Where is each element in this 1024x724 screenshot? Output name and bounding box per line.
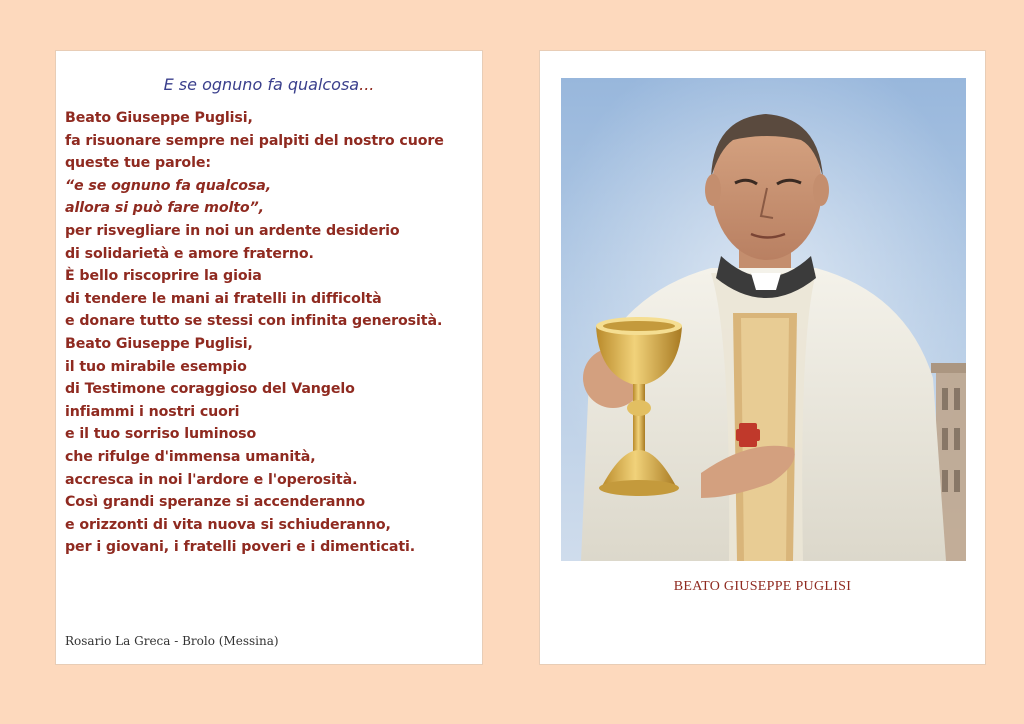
- poem-line: Così grandi speranze si accenderanno: [65, 494, 365, 511]
- poem-text: [65, 107, 476, 559]
- portrait-caption: BEATO GIUSEPPE PUGLISI: [673, 579, 852, 594]
- poem-line: che rifulge d'immensa umanità,: [65, 448, 316, 465]
- poem-line: per i giovani, i fratelli poveri e i dimenticati.: [65, 539, 416, 556]
- poem-line: di Testimone coraggioso del Vangelo: [65, 381, 355, 398]
- poem-line: per risvegliare in noi un ardente desiderio: [65, 222, 400, 239]
- poem-line: queste tue parole:: [65, 155, 211, 172]
- stole-cross: [736, 423, 760, 447]
- poem-line: e il tuo sorriso luminoso: [65, 426, 257, 443]
- poem-line: Beato Giuseppe Puglisi,: [65, 110, 253, 126]
- poem-line: fa risuonare sempre nei palpiti del nostro cuore: [65, 132, 444, 149]
- poem-line: di solidarietà e amore fraterno.: [65, 245, 314, 262]
- poem-line: È bello riscoprire la gioia: [65, 268, 262, 285]
- portrait-photo: [561, 78, 966, 561]
- poem-line: e orizzonti di vita nuova si schiuderanno,: [65, 516, 391, 533]
- prayer-card: [55, 50, 483, 665]
- poem-title: E se ognuno fa qualcosa...: [163, 75, 375, 94]
- author-credit: Rosario La Greca - Brolo (Messina): [65, 634, 279, 648]
- poem-line: accresca in noi l'ardore e l'operosità.: [65, 471, 358, 488]
- poem-line: allora si può fare molto”,: [65, 200, 264, 217]
- poem-line: di tendere le mani ai fratelli in difficoltà: [65, 290, 382, 307]
- poem-line: il tuo mirabile esempio: [65, 358, 247, 375]
- poem-line: “e se ognuno fa qualcosa,: [65, 177, 272, 194]
- poem-line: Beato Giuseppe Puglisi,: [65, 335, 253, 352]
- poem-line: infiammi i nostri cuori: [65, 403, 240, 420]
- portrait-card: [539, 50, 986, 665]
- poem-line: e donare tutto se stessi con infinita generosità.: [65, 313, 443, 330]
